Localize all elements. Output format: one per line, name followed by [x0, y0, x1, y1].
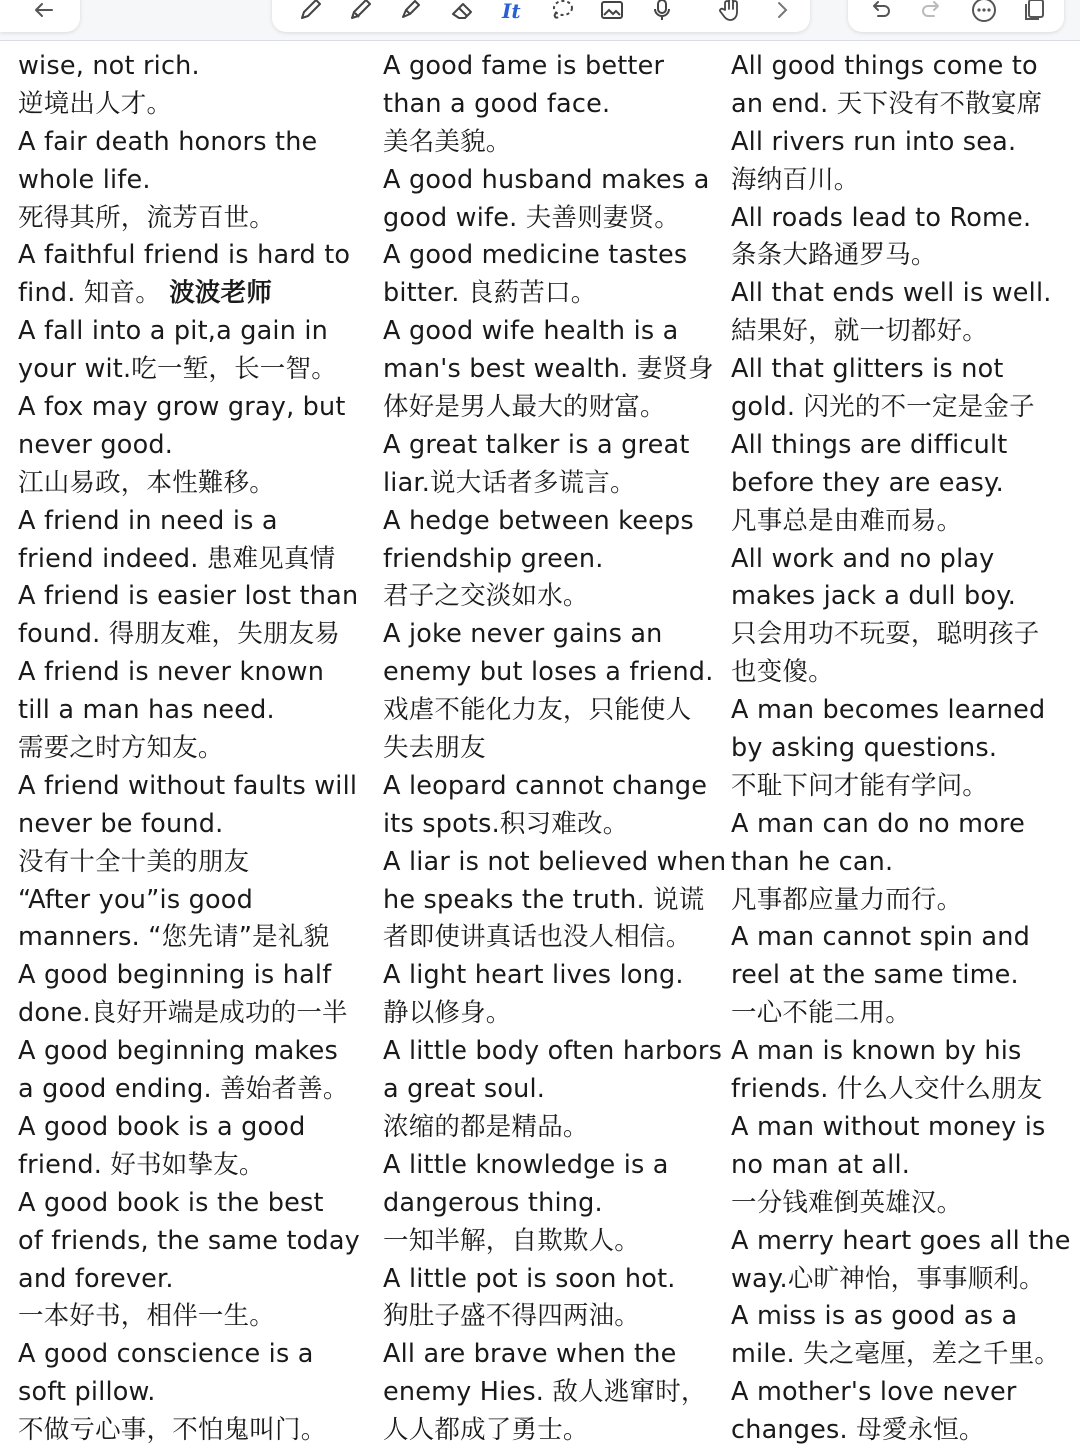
proverb-text: 戏虐不能化力友，只能使人: [383, 695, 692, 726]
proverb-text: A fair death honors the: [18, 126, 318, 157]
proverb-text: 人人都成了勇士。: [383, 1415, 589, 1446]
proverb-line: [383, 427, 726, 465]
proverb-text: A man without money is: [731, 1111, 1046, 1142]
proverb-text: A fall into a pit,a gain in: [18, 316, 329, 347]
top-toolbar: [0, 0, 1080, 41]
proverb-text: a good ending. 善始者善。: [18, 1074, 349, 1105]
proverb-text: A man becomes learned: [731, 695, 1046, 726]
proverb-text: 海纳百川。: [731, 164, 860, 195]
proverb-line: [383, 957, 726, 995]
proverb-text: done.良好开端是成功的一半: [18, 998, 348, 1029]
proverb-text: 凡事总是由难而易。: [731, 505, 963, 536]
proverb-text: 死得其所，流芳百世。: [18, 202, 276, 233]
proverb-text: mile. 失之毫厘，差之千里。: [731, 1339, 1061, 1370]
proverb-line: [18, 162, 360, 200]
proverb-line: [731, 1109, 1071, 1147]
proverb-line: [383, 882, 726, 920]
proverb-line: [731, 465, 1071, 503]
proverb-line: [18, 1412, 360, 1450]
proverb-text: friend. 好书如挚友。: [18, 1149, 265, 1180]
proverb-line: [383, 389, 726, 427]
proverb-line: [18, 692, 360, 730]
proverb-text: A friend is never known: [18, 657, 325, 688]
proverb-line: [18, 48, 360, 86]
proverb-text: friend indeed. 患难见真情: [18, 543, 336, 574]
proverb-line: [18, 578, 360, 616]
proverb-line: [18, 275, 360, 313]
proverb-text: A good fame is better: [383, 51, 665, 81]
proverb-text: A good book is the best: [18, 1187, 324, 1218]
proverb-text: 一分钱难倒英雄汉。: [731, 1187, 963, 1218]
proverb-text: All that ends well is well.: [731, 278, 1052, 309]
proverb-text: find. 知音。: [18, 278, 170, 309]
proverb-text: 只会用功不玩耍，聪明孩子: [731, 619, 1040, 650]
proverb-line: [383, 1223, 726, 1261]
proverb-text: All are brave when the: [383, 1339, 677, 1370]
toolbar-center-group: [272, 0, 810, 32]
proverb-line: [383, 768, 726, 806]
proverb-text: your wit.吃一堑，长一智。: [18, 354, 337, 385]
proverb-text: its spots.积习难改。: [383, 808, 629, 839]
proverb-text: 静以修身。: [383, 998, 512, 1029]
proverb-text: A man cannot spin and: [731, 922, 1030, 953]
proverb-line: [383, 86, 726, 124]
proverb-text: A great talker is a great: [383, 429, 690, 460]
proverb-column-2: [383, 48, 726, 1450]
proverb-line: [18, 503, 360, 541]
proverb-text: 美名美貌。: [383, 126, 512, 157]
proverb-line: [731, 389, 1071, 427]
hand-icon[interactable]: [712, 0, 748, 28]
proverb-text: no man at all.: [731, 1149, 911, 1180]
proverb-line: [18, 351, 360, 389]
proverb-text: 失去朋友: [383, 733, 486, 764]
proverb-text: 一心不能二用。: [731, 998, 911, 1029]
proverb-text: A little body often harbors: [383, 1036, 723, 1067]
proverb-line: [731, 200, 1071, 238]
proverb-text: wise, not rich.: [18, 51, 200, 81]
proverb-text: A good beginning is half: [18, 960, 332, 991]
lasso-icon[interactable]: [544, 0, 580, 28]
proverb-text: A fox may grow gray, but: [18, 392, 346, 423]
proverb-line: [18, 1033, 360, 1071]
proverb-line: [383, 1185, 726, 1223]
proverb-line: [731, 995, 1071, 1033]
proverb-text: 江山易政，本性難移。: [18, 467, 276, 498]
proverb-line: [731, 1298, 1071, 1336]
proverb-line: [18, 465, 360, 503]
proverb-text: All that glitters is not: [731, 354, 1004, 385]
proverb-line: [731, 730, 1071, 768]
proverb-line: [383, 351, 726, 389]
proverb-line: [383, 654, 726, 692]
proverb-line: [383, 48, 726, 86]
proverb-text: A friend in need is a: [18, 505, 278, 536]
proverb-line: [731, 1071, 1071, 1109]
proverb-line: [383, 995, 726, 1033]
proverb-column-1: [18, 48, 360, 1450]
proverb-line: [383, 162, 726, 200]
proverb-text: A leopard cannot change: [383, 770, 708, 801]
proverb-line: [731, 237, 1071, 275]
proverb-text: A good husband makes a: [383, 164, 710, 195]
proverb-text: A good wife health is a: [383, 316, 679, 347]
proverb-text: 条条大路通罗马。: [731, 240, 937, 271]
proverb-line: [383, 806, 726, 844]
proverb-line: [383, 844, 726, 882]
proverb-line: [731, 692, 1071, 730]
toolbar-left-group: [0, 0, 80, 32]
proverb-text: 一知半解，自欺欺人。: [383, 1225, 641, 1256]
proverb-line: [18, 1374, 360, 1412]
proverb-line: [383, 1071, 726, 1109]
proverb-text: All things are difficult: [731, 429, 1008, 460]
image-icon[interactable]: [594, 0, 630, 28]
proverb-text: dangerous thing.: [383, 1187, 603, 1218]
proverb-text: 凡事都应量力而行。: [731, 884, 963, 915]
proverb-text: A little knowledge is a: [383, 1149, 669, 1180]
proverb-text: 不做亏心事，不怕鬼叫门。: [18, 1415, 327, 1446]
proverb-text: whole life.: [18, 164, 151, 195]
proverb-line: [383, 1109, 726, 1147]
proverb-line: [18, 1223, 360, 1261]
proverb-text: liar.说大话者多谎言。: [383, 467, 636, 498]
proverb-text: A hedge between keeps: [383, 505, 694, 536]
proverb-line: [731, 844, 1071, 882]
proverb-line: [18, 237, 360, 275]
proverb-line: [383, 1261, 726, 1299]
proverb-text: 没有十全十美的朋友: [18, 846, 250, 877]
proverb-text: friends. 什么人交什么朋友: [731, 1074, 1043, 1105]
proverb-text: friendship green.: [383, 543, 604, 574]
proverb-text: A good medicine tastes: [383, 240, 688, 271]
proverb-line: [731, 1412, 1071, 1450]
proverb-line: [18, 313, 360, 351]
proverb-text: makes jack a dull boy.: [731, 581, 1017, 612]
proverb-line: [18, 1147, 360, 1185]
proverb-line: [731, 1033, 1071, 1071]
proverb-text: soft pillow.: [18, 1377, 156, 1408]
proverb-line: [731, 124, 1071, 162]
pages-icon[interactable]: [1016, 0, 1052, 28]
proverb-text: 狗肚子盛不得四两油。: [383, 1301, 641, 1332]
marker-icon[interactable]: [392, 0, 428, 28]
proverb-text: A man is known by his: [731, 1036, 1022, 1067]
proverb-text: A faithful friend is hard to: [18, 240, 351, 271]
proverb-text: 者即使讲真话也没人相信。: [383, 922, 692, 953]
proverb-text: good wife. 夫善则妻贤。: [383, 202, 680, 233]
proverb-line: [731, 578, 1071, 616]
proverb-line: [383, 275, 726, 313]
proverb-text: enemy Hies. 敌人逃窜时，: [383, 1377, 707, 1408]
microphone-icon[interactable]: [644, 0, 680, 28]
proverb-line: [731, 1261, 1071, 1299]
highlighter-icon[interactable]: [342, 0, 378, 28]
proverb-text: of friends, the same today: [18, 1225, 360, 1256]
proverb-text: he speaks the truth. 说谎: [383, 884, 705, 915]
proverb-line: [18, 919, 360, 957]
proverb-text: 需要之时方知友。: [18, 733, 224, 764]
proverb-line: [383, 919, 726, 957]
proverb-text: never good.: [18, 429, 174, 460]
proverb-text: than a good face.: [383, 88, 611, 119]
proverb-line: [383, 616, 726, 654]
proverb-line: [731, 86, 1071, 124]
proverb-line: [18, 1298, 360, 1336]
proverb-line: [18, 200, 360, 238]
svg-text:It: It: [502, 0, 521, 23]
proverb-text: gold. 闪光的不一定是金子: [731, 392, 1035, 423]
proverb-text: way.心旷神怡，事事顺利。: [731, 1263, 1045, 1294]
proverb-line: [383, 313, 726, 351]
proverb-text: changes. 母愛永恒。: [731, 1415, 985, 1446]
proverb-line: [18, 616, 360, 654]
proverb-text: till a man has need.: [18, 695, 275, 726]
proverb-line: [18, 1109, 360, 1147]
proverb-line: [383, 1336, 726, 1374]
proverb-line: [731, 351, 1071, 389]
proverb-text: 君子之交淡如水。: [383, 581, 589, 612]
proverb-text: All roads lead to Rome.: [731, 202, 1032, 233]
proverb-text: A mother's love never: [731, 1377, 1017, 1408]
proverb-line: [18, 654, 360, 692]
proverb-line: [383, 578, 726, 616]
proverb-line: [383, 200, 726, 238]
proverb-line: [18, 1261, 360, 1299]
proverb-line: [18, 541, 360, 579]
proverb-text: 結果好，就一切都好。: [731, 316, 989, 347]
proverb-line: [18, 730, 360, 768]
proverb-line: [383, 1374, 726, 1412]
proverb-line: [383, 503, 726, 541]
proverb-line: [731, 957, 1071, 995]
proverb-line: [18, 1185, 360, 1223]
proverb-line: [383, 1412, 726, 1450]
proverb-line: [731, 1336, 1071, 1374]
proverb-line: [731, 427, 1071, 465]
proverb-text: 也变傻。: [731, 657, 834, 688]
proverb-line: [731, 275, 1071, 313]
proverb-text: man's best wealth. 妻贤身: [383, 354, 714, 385]
proverb-text: and forever.: [18, 1263, 174, 1294]
proverb-text: A good book is a good: [18, 1111, 306, 1142]
proverb-text: an end. 天下没有不散宴席: [731, 88, 1043, 119]
proverb-line: [731, 313, 1071, 351]
proverb-text: a great soul.: [383, 1074, 546, 1105]
proverb-text: A little pot is soon hot.: [383, 1263, 676, 1294]
proverb-text: A light heart lives long.: [383, 960, 684, 991]
proverb-line: [383, 124, 726, 162]
redo-icon[interactable]: [914, 0, 950, 28]
proverb-line: [18, 768, 360, 806]
proverb-line: [731, 919, 1071, 957]
proverb-text: A good beginning makes: [18, 1036, 338, 1067]
pen-icon[interactable]: [292, 0, 328, 28]
proverb-line: [383, 237, 726, 275]
proverb-line: [383, 730, 726, 768]
proverb-line: [18, 957, 360, 995]
proverb-text: never be found.: [18, 808, 224, 839]
proverb-text: A friend is easier lost than: [18, 581, 359, 612]
undo-icon[interactable]: [862, 0, 898, 28]
eraser-icon[interactable]: [444, 0, 480, 28]
proverb-text: found. 得朋友难，失朋友易: [18, 619, 341, 650]
proverb-line: [18, 1336, 360, 1374]
proverb-line: [18, 389, 360, 427]
chevron-right-icon[interactable]: [764, 0, 800, 28]
proverb-line: [731, 1223, 1071, 1261]
proverb-line: [18, 844, 360, 882]
proverb-text: A liar is not believed when: [383, 846, 727, 877]
proverb-line: [18, 86, 360, 124]
proverb-line: [18, 806, 360, 844]
proverb-line: [731, 1374, 1071, 1412]
proverb-line: [731, 162, 1071, 200]
proverb-text: All rivers run into sea.: [731, 126, 1017, 157]
proverb-line: [731, 806, 1071, 844]
proverb-text: All good things come to: [731, 51, 1038, 81]
proverb-text: enemy but loses a friend.: [383, 657, 714, 688]
proverb-line: [18, 1071, 360, 1109]
proverb-text: A friend without faults will: [18, 770, 358, 801]
proverb-line: [383, 1298, 726, 1336]
proverb-line: [731, 616, 1071, 654]
proverb-text: by asking questions.: [731, 733, 998, 764]
proverb-text: before they are easy.: [731, 467, 1004, 498]
proverb-text: manners. “您先请”是礼貌: [18, 922, 330, 953]
proverb-text: 一本好书，相伴一生。: [18, 1301, 276, 1332]
proverb-text: 逆境出人才。: [18, 88, 173, 119]
proverb-line: [731, 48, 1071, 86]
proverb-line: [731, 503, 1071, 541]
proverb-text: bitter. 良葯苦口。: [383, 278, 597, 309]
proverb-line: [18, 995, 360, 1033]
proverb-line: [383, 1033, 726, 1071]
proverb-text: “After you”is good: [18, 884, 253, 915]
proverb-line: [731, 541, 1071, 579]
proverb-line: [731, 768, 1071, 806]
proverb-line: [383, 541, 726, 579]
proverb-text: 体好是男人最大的财富。: [383, 392, 666, 423]
proverb-text: than he can.: [731, 846, 894, 877]
proverb-line: [731, 1185, 1071, 1223]
proverb-text: 浓缩的都是精品。: [383, 1111, 589, 1142]
more-icon[interactable]: [966, 0, 1002, 28]
proverb-text: A man can do no more: [731, 808, 1026, 839]
proverb-text: reel at the same time.: [731, 960, 1019, 991]
proverb-line: [18, 882, 360, 920]
back-arrow-icon[interactable]: [26, 0, 62, 28]
proverb-line: [383, 1147, 726, 1185]
proverb-line: [18, 427, 360, 465]
proverb-line: [383, 692, 726, 730]
proverb-line: [383, 465, 726, 503]
proverb-line: [731, 1147, 1071, 1185]
proverb-line: [731, 882, 1071, 920]
proverb-text: A miss is as good as a: [731, 1301, 1018, 1332]
proverb-text: 不耻下问才能有学问。: [731, 770, 989, 801]
toolbar-right-group: [848, 0, 1064, 32]
text-tool-icon[interactable]: [494, 0, 530, 28]
teacher-signature-text: 波波老师: [169, 278, 273, 309]
proverb-column-3: [731, 48, 1071, 1450]
proverb-line: [18, 124, 360, 162]
proverb-line: [731, 654, 1071, 692]
proverb-text: A joke never gains an: [383, 619, 663, 650]
proverb-text: A good conscience is a: [18, 1339, 314, 1370]
proverb-text: All work and no play: [731, 543, 995, 574]
proverb-text: A merry heart goes all the: [731, 1225, 1071, 1256]
